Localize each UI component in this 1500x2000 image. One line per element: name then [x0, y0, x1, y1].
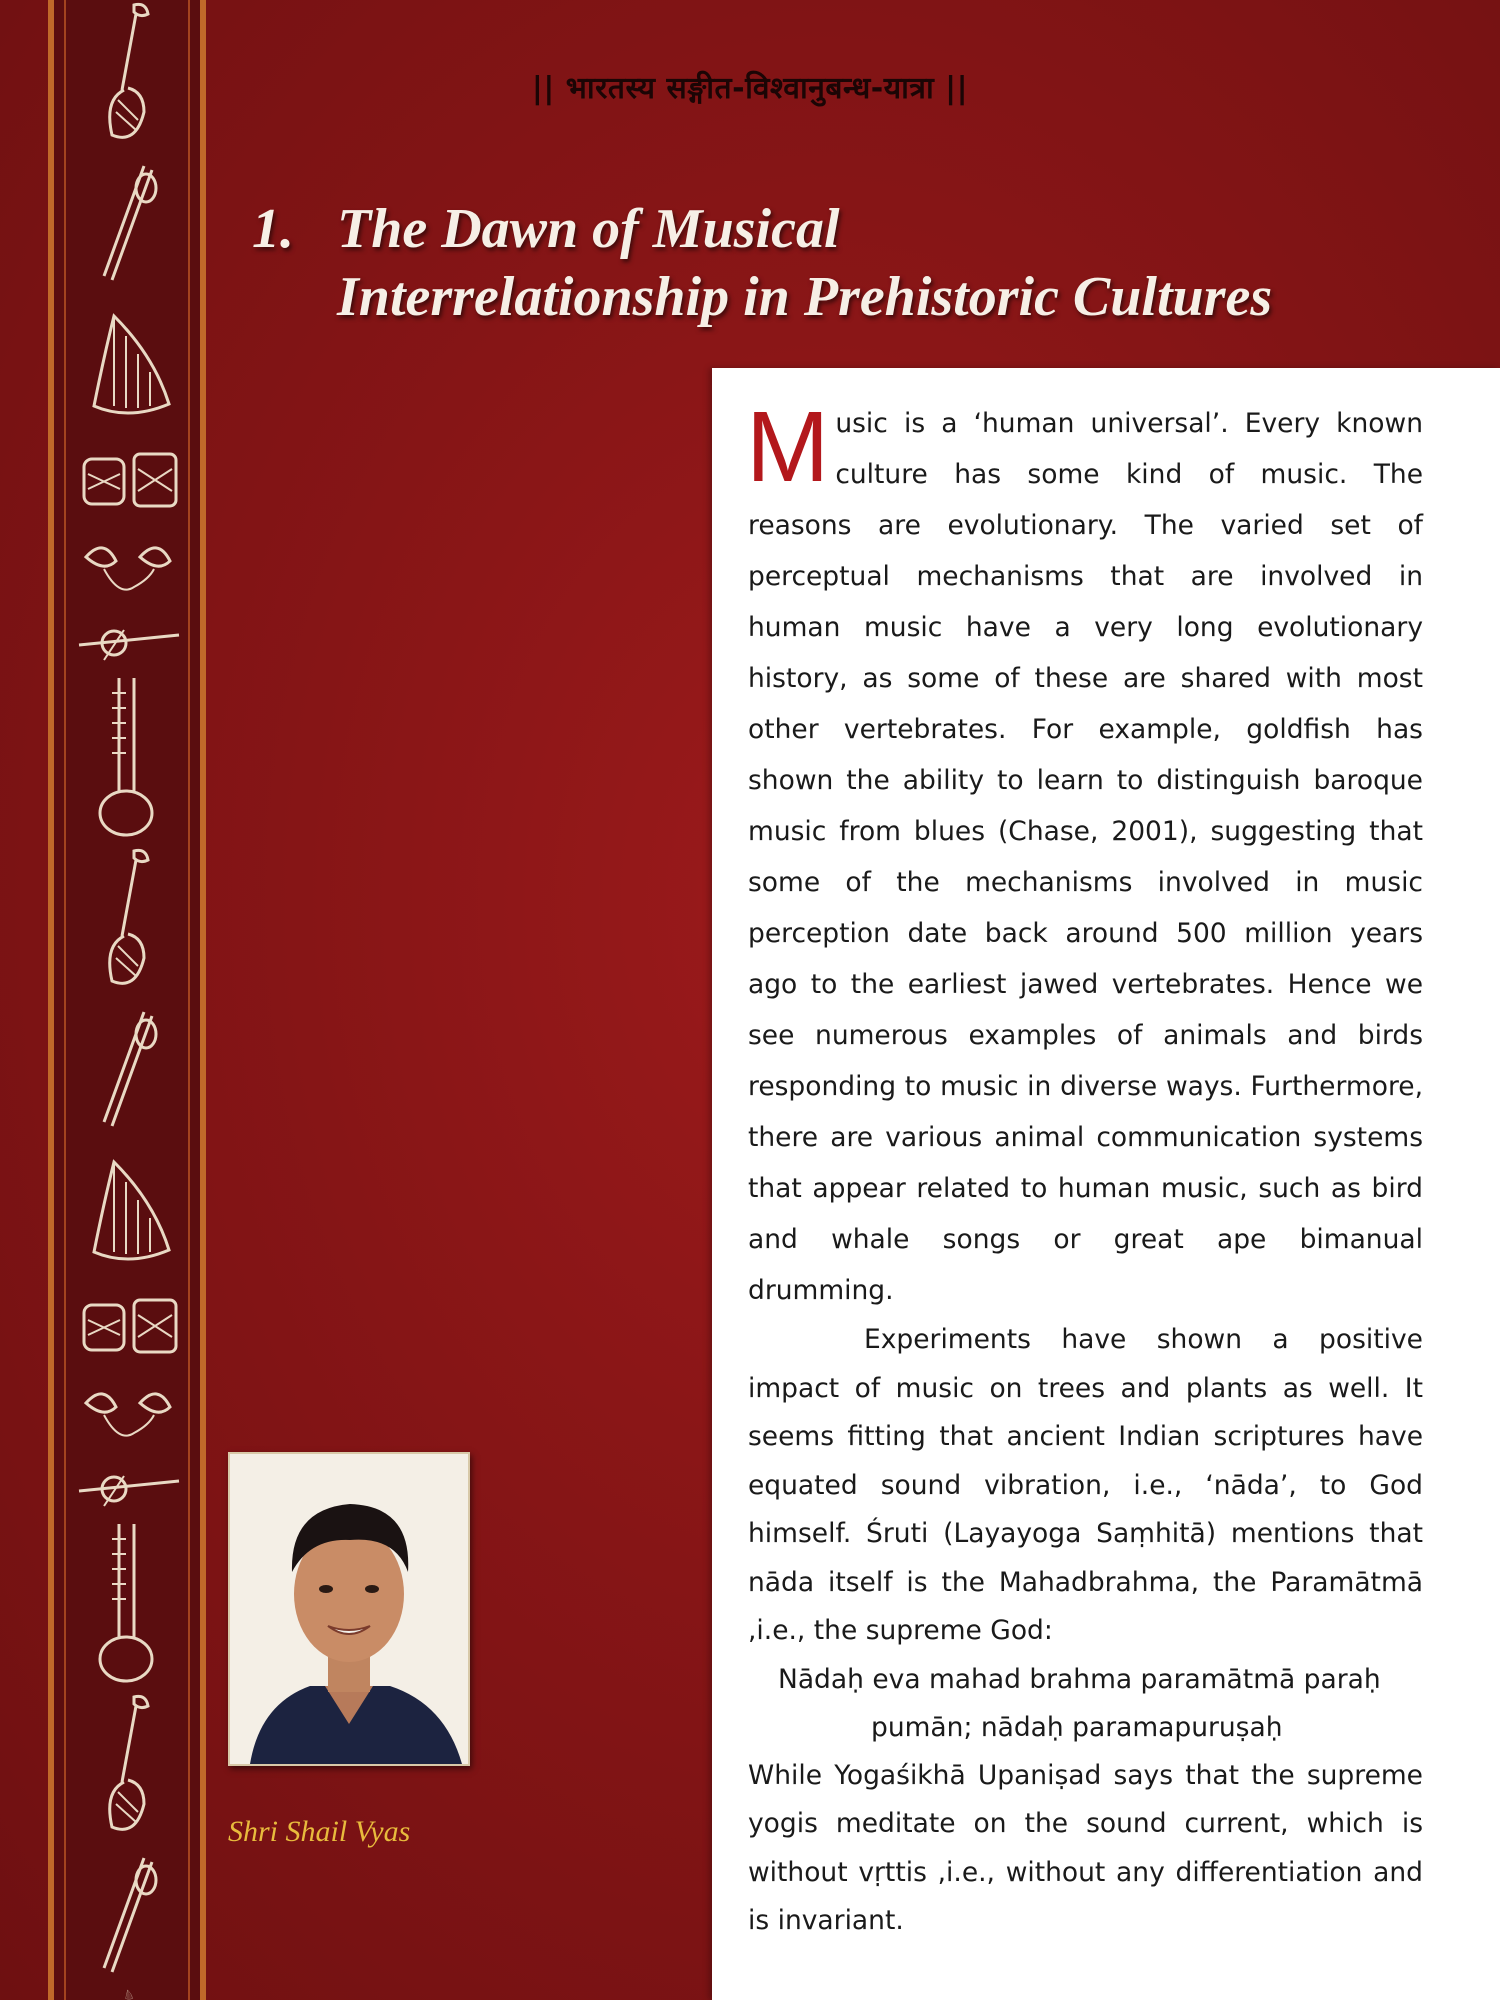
tabla-icon	[74, 429, 184, 509]
sitar-icon	[74, 1519, 184, 1684]
verse-line-1: Nādaḥ eva mahad brahma paramātmā paraḥ	[778, 1663, 1381, 1695]
portrait-caption: Shri Shail Vyas	[228, 1815, 411, 1848]
decorative-side-band	[48, 0, 206, 2000]
chapter-number: 1.	[252, 198, 294, 260]
harp-icon	[74, 296, 184, 421]
flute-icon	[74, 1004, 184, 1134]
paragraph-1	[746, 391, 1423, 1316]
paragraph-2: Experiments have shown a positive impact of music on trees and plants as well. It seems fitting that ancient Indian scriptures have equated sound vibration, i.e., ‘nāda’, to God himself. Śruti (Layayoga Saṃhitā) mentions that nāda itself is the Mahadbrahma, the Paramātmā ,i.e., the supreme God:	[748, 1324, 1423, 1646]
chapter-title-line-2: Interrelationship in Prehistoric Cultures	[337, 266, 1273, 328]
harp-icon	[74, 1988, 184, 2000]
flute-icon	[74, 158, 184, 288]
page-header-motto: || भारतस्य सङ्गीत-विश्वानुबन्ध-यात्रा ||	[531, 71, 969, 106]
cymbals-icon	[74, 1363, 184, 1443]
paragraph-3: While Yogaśikhā Upaniṣad says that the supreme yogis meditate on the sound current, which is without vṛttis ,i.e., without any differentiation and is invariant.	[748, 1759, 1423, 1936]
veena-icon	[74, 1692, 184, 1842]
portrait-illustration	[230, 1454, 468, 1764]
author-portrait	[228, 1452, 470, 1766]
veena-icon	[74, 846, 184, 996]
ektara-icon	[74, 1451, 184, 1511]
cymbals-icon	[74, 517, 184, 597]
sitar-icon	[74, 673, 184, 838]
text-panel	[712, 368, 1500, 2000]
flute-icon	[74, 1850, 184, 1980]
paragraph-1-text: usic is a ‘human universal’. Every known culture has some kind of music. The reasons are evolutionary. The varied set of perceptual mechanisms that are involved in human music have a very long evolutionary history, as some of these are shared with most other vertebrates. For example, goldfish has shown the ability to learn to distinguish baroque music from blues (Chase, 2001), suggesting that some of the mechanisms involved in music perception date back around 500 million years ago to the earliest jawed vertebrates. Hence we see numerous examples of animals and birds responding to music in diverse ways. Furthermore, there are various animal communication systems that appear related to human music, such as bird and whale songs or great ape bimanual drumming.	[748, 408, 1423, 1306]
body-text	[746, 391, 1423, 1946]
chapter-title-line-1: The Dawn of Musical	[337, 198, 840, 260]
verse-line-2: pumān; nādaḥ paramapuruṣaḥ	[871, 1711, 1283, 1743]
harp-icon	[74, 1142, 184, 1267]
tabla-icon	[74, 1275, 184, 1355]
drop-cap: M	[746, 391, 830, 503]
ektara-icon	[74, 605, 184, 665]
chapter-title	[252, 195, 1452, 331]
